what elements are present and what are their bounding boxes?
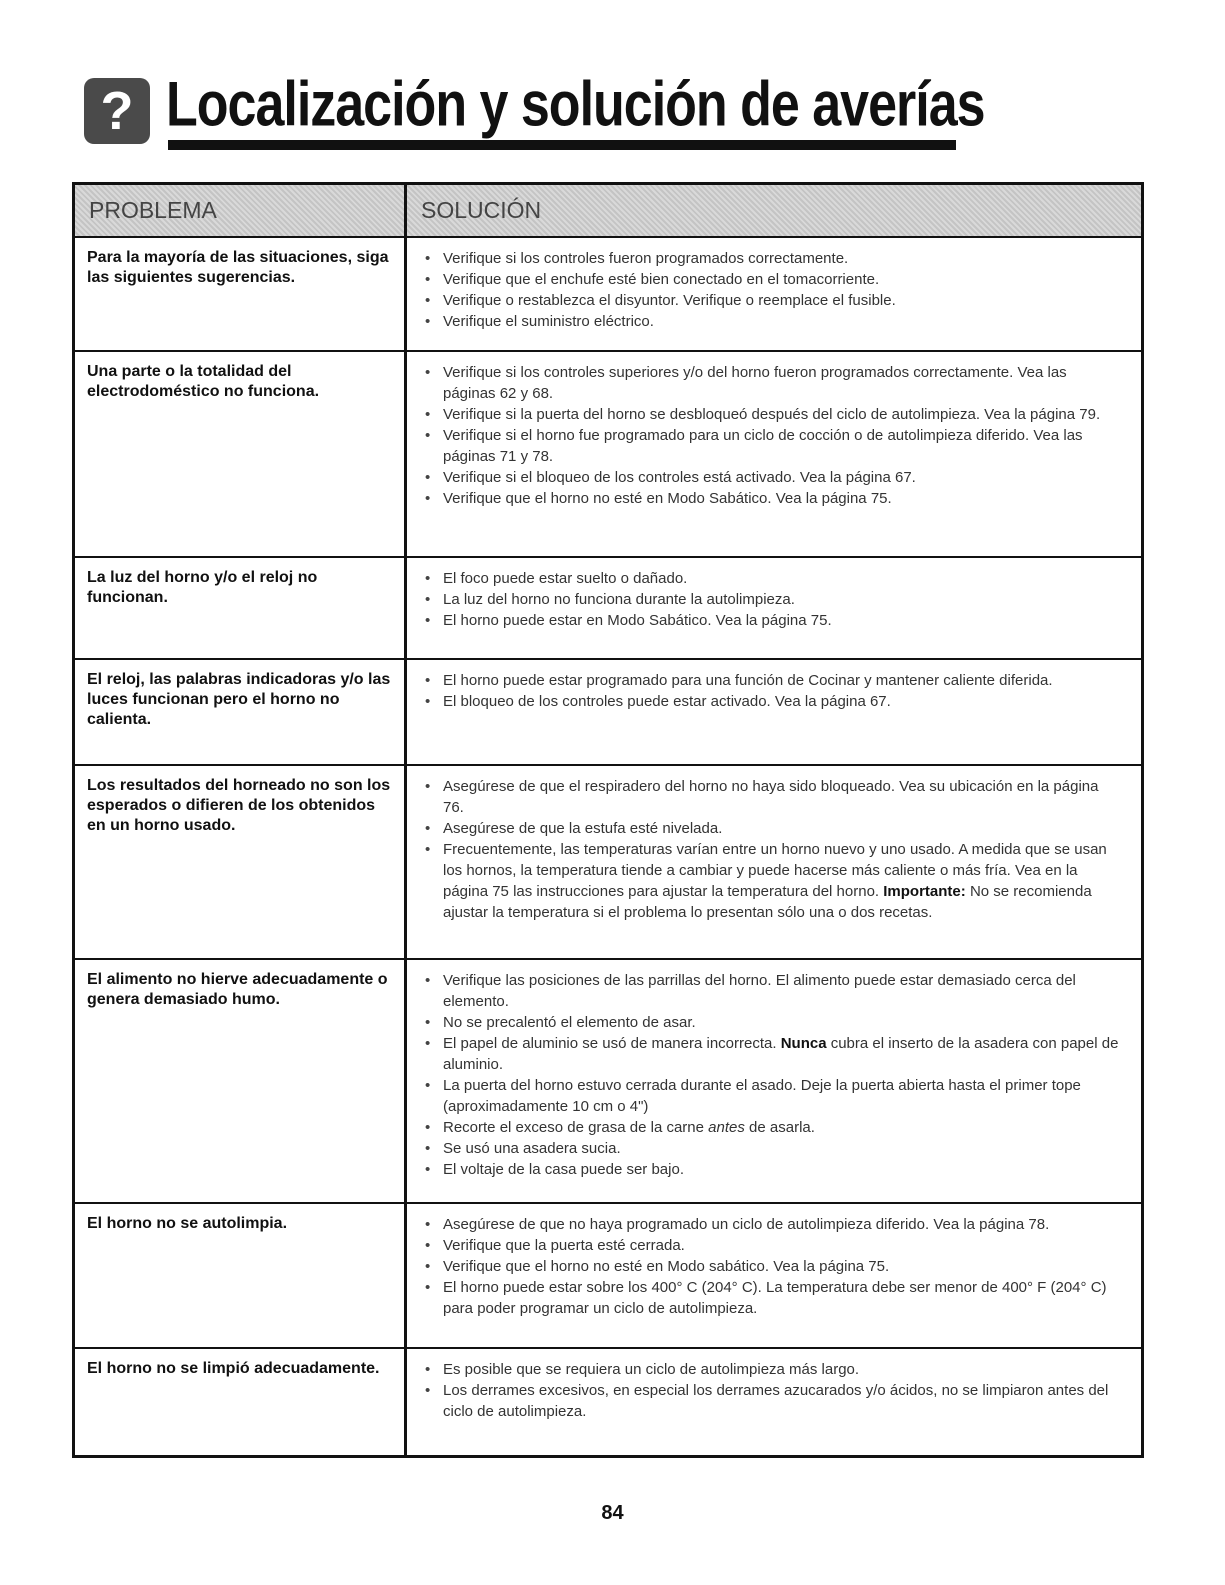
troubleshooting-table [72,182,1144,1458]
solution-cell [407,660,1141,764]
question-mark-icon: ? [84,78,150,144]
solution-item: • Verifique si los controles superiores y/o del horno fueron programados correctamente. Vea las páginas 62 y 68. [421,362,1123,404]
important-label: Importante: [883,883,966,900]
solution-item: • El voltaje de la casa puede ser bajo. [421,1159,1123,1180]
solution-text: cubra el inserto de la asadera con papel de aluminio. [443,1035,1119,1073]
solution-item [421,1033,1123,1075]
solution-item: • Verifique las posiciones de las parrillas del horno. El alimento puede estar demasiado cerca del elemento. [421,970,1123,1012]
solution-item: • La luz del horno no funciona durante la autolimpieza. [421,589,1123,610]
solution-cell [407,352,1141,556]
solution-item: • Verifique o restablezca el disyuntor. Verifique o reemplace el fusible. [421,290,1123,311]
table-row [75,352,1141,558]
table-row [75,1349,1141,1455]
problem-cell: El alimento no hierve adecuadamente o genera demasiado humo. [75,960,407,1202]
solution-item: • El bloqueo de los controles puede estar activado. Vea la página 67. [421,691,1123,712]
solution-cell [407,1349,1141,1455]
table-row [75,558,1141,660]
solution-item [421,839,1123,923]
solution-item: • Verifique que el horno no esté en Modo Sabático. Vea la página 75. [421,488,1123,509]
solution-text: Frecuentemente, las temperaturas varían entre un horno nuevo y uno usado. A medida que se usan los hornos, la temperatura tiende a cambiar y puede hacerse más caliente o más fría. Vea en la página 75 las instrucciones para ajustar la temperatura del horno. [443,841,1107,900]
column-header-solution: SOLUCIÓN [421,197,542,223]
solution-cell [407,1204,1141,1347]
solution-item: • Se usó una asadera sucia. [421,1138,1123,1159]
solution-item: • Verifique que el enchufe esté bien conectado en el tomacorriente. [421,269,1123,290]
problem-cell: Para la mayoría de las situaciones, siga las siguientes sugerencias. [75,238,407,350]
warning-label: Nunca [780,1035,827,1052]
solution-item: • Asegúrese de que la estufa esté nivelada. [421,818,1123,839]
solution-cell [407,766,1141,958]
solution-text: El papel de aluminio se usó de manera incorrecta. [443,1035,777,1052]
solution-cell [407,558,1141,658]
solution-text: de asarla. [749,1119,815,1136]
solution-cell [407,960,1141,1202]
solution-item: • Verifique el suministro eléctrico. [421,311,1123,332]
problem-cell: El horno no se limpió adecuadamente. [75,1349,407,1455]
table-row [75,1204,1141,1349]
solution-item: • La puerta del horno estuvo cerrada durante el asado. Deje la puerta abierta hasta el primer tope (aproximadamente 10 cm o 4") [421,1075,1123,1117]
solution-text: Recorte el exceso de grasa de la carne [443,1119,704,1136]
solution-cell [407,238,1141,350]
solution-item: • Asegúrese de que el respiradero del horno no haya sido bloqueado. Vea su ubicación en la página 76. [421,776,1123,818]
solution-item: • Verifique si la puerta del horno se desbloqueó después del ciclo de autolimpieza. Vea la página 79. [421,404,1123,425]
solution-item: • El horno puede estar en Modo Sabático. Vea la página 75. [421,610,1123,631]
title-underline [168,140,956,150]
problem-cell: Los resultados del horneado no son los esperados o difieren de los obtenidos en un horno usado. [75,766,407,958]
solution-item: • El horno puede estar sobre los 400° C (204° C). La temperatura debe ser menor de 400° F (204° C) para poder programar un ciclo de autolimpieza. [421,1277,1123,1319]
problem-cell: La luz del horno y/o el reloj no funcionan. [75,558,407,658]
solution-item: • No se precalentó el elemento de asar. [421,1012,1123,1033]
solution-item: • Es posible que se requiera un ciclo de autolimpieza más largo. [421,1359,1123,1380]
problem-cell: El horno no se autolimpia. [75,1204,407,1347]
table-header [75,185,1141,238]
solution-item: • Verifique que la puerta esté cerrada. [421,1235,1123,1256]
problem-cell: El reloj, las palabras indicadoras y/o las luces funcionan pero el horno no calienta. [75,660,407,764]
emphasis-text: antes [708,1119,745,1136]
page-title: Localización y solución de averías [166,69,985,140]
solution-item [421,1117,1123,1138]
solution-item: • El foco puede estar suelto o dañado. [421,568,1123,589]
problem-cell: Una parte o la totalidad del electrodoméstico no funciona. [75,352,407,556]
solution-text: No se recomienda ajustar la temperatura si el problema lo presentan sólo una o dos recetas. [443,883,1092,921]
solution-item: • Asegúrese de que no haya programado un ciclo de autolimpieza diferido. Vea la página 78. [421,1214,1123,1235]
table-row [75,766,1141,960]
page-header [84,70,1084,160]
solution-item: • Verifique si el horno fue programado para un ciclo de cocción o de autolimpieza diferido. Vea las páginas 71 y 78. [421,425,1123,467]
table-row [75,238,1141,352]
page-number: 84 [601,1502,624,1524]
table-row [75,660,1141,766]
solution-item: • Verifique si los controles fueron programados correctamente. [421,248,1123,269]
solution-item: • Verifique que el horno no esté en Modo sabático. Vea la página 75. [421,1256,1123,1277]
column-header-problem: PROBLEMA [75,185,407,236]
solution-item: • Los derrames excesivos, en especial los derrames azucarados y/o ácidos, no se limpiaron antes del ciclo de autolimpieza. [421,1380,1123,1422]
solution-item: • El horno puede estar programado para una función de Cocinar y mantener caliente diferida. [421,670,1123,691]
solution-item: • Verifique si el bloqueo de los controles está activado. Vea la página 67. [421,467,1123,488]
table-row [75,960,1141,1204]
